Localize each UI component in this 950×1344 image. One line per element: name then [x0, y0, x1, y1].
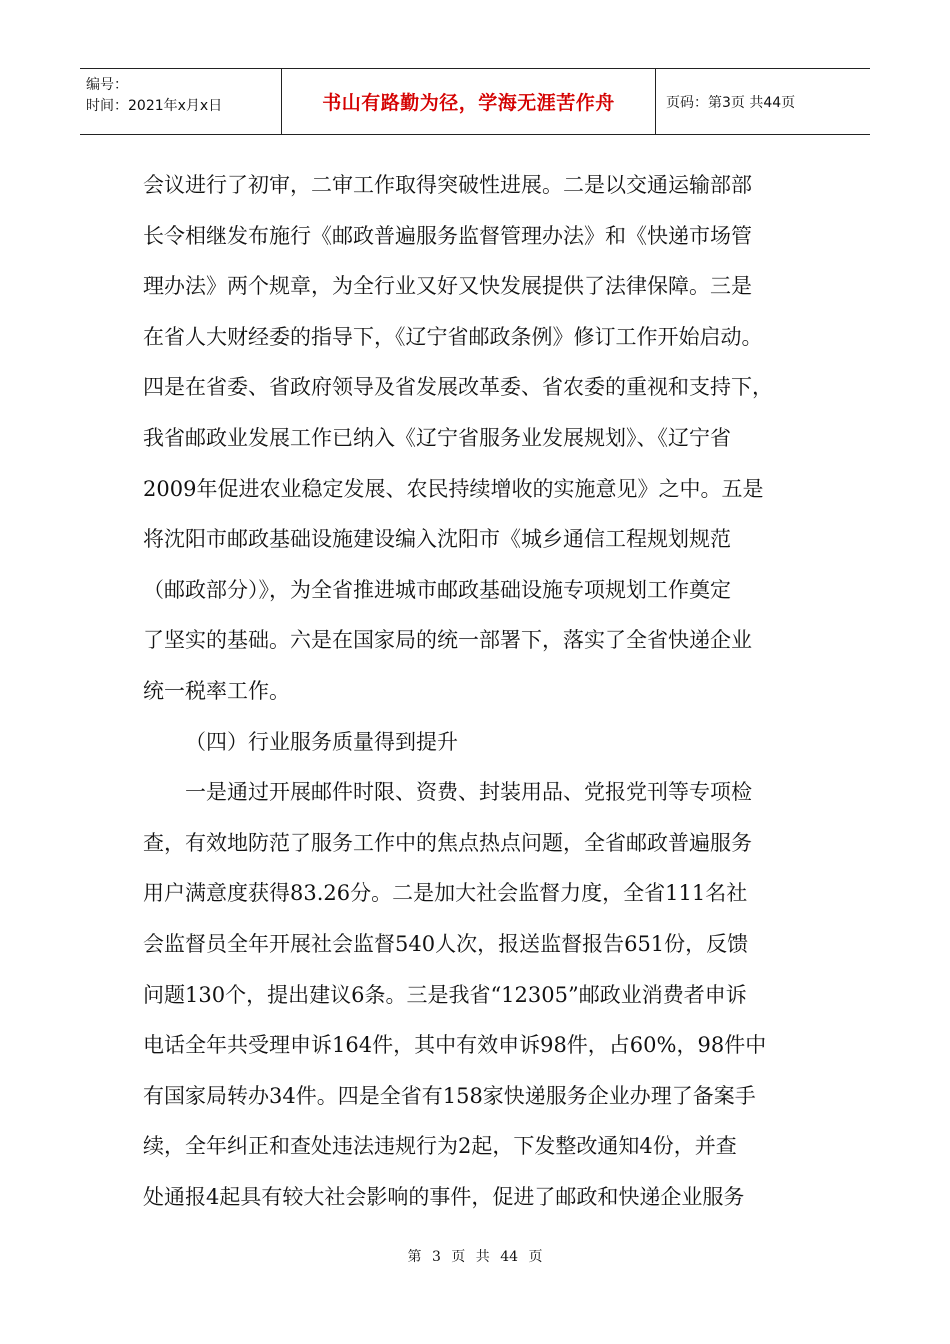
body-line: 处通报4起具有较大社会影响的事件，促进了邮政和快递企业服务	[143, 1184, 745, 1209]
page-header	[80, 68, 870, 135]
body-line: 长令相继发布施行《邮政普遍服务监督管理办法》和《快递市场管	[143, 223, 752, 248]
body-line: 在省人大财经委的指导下，《辽宁省邮政条例》修订工作开始启动。	[143, 324, 763, 349]
body-line: 了坚实的基础。六是在国家局的统一部署下，落实了全省快递企业	[143, 628, 752, 653]
header-motto: 书山有路勤为径，学海无涯苦作舟	[322, 92, 615, 114]
body-line: 统一税率工作。	[143, 678, 290, 703]
header-motto-cell	[282, 69, 656, 134]
header-page-info: 页码：第3页 共44页	[666, 94, 796, 111]
body-line: 问题130个，提出建议6条。三是我省“12305”邮政业消费者申诉	[143, 982, 747, 1007]
body-line: 查，有效地防范了服务工作中的焦点热点问题，全省邮政普遍服务	[143, 830, 752, 855]
document-number-label: 编号：	[86, 77, 128, 93]
body-line: 电话全年共受理申诉164件，其中有效申诉98件，占60%，98件中	[143, 1033, 767, 1058]
body-line: 理办法》两个规章，为全行业又好又快发展提供了法律保障。三是	[143, 274, 752, 299]
page-footer: 第 3 页 共 44 页	[407, 1249, 543, 1265]
header-page-info-cell	[656, 69, 870, 134]
document-time-label: 时间：2021年x月x日	[86, 98, 223, 114]
header-meta	[80, 69, 282, 134]
body-line: 我省邮政业发展工作已纳入《辽宁省服务业发展规划》、《辽宁省	[143, 425, 731, 450]
body-line: 一是通过开展邮件时限、资费、封装用品、党报党刊等专项检	[185, 780, 752, 805]
document-body	[143, 160, 803, 1222]
body-line: 2009年促进农业稳定发展、农民持续增收的实施意见》之中。五是	[143, 476, 764, 501]
body-line: 有国家局转办34件。四是全省有158家快递服务企业办理了备案手	[143, 1083, 756, 1108]
body-line: 会议进行了初审，二审工作取得突破性进展。二是以交通运输部部	[143, 173, 752, 197]
body-line: （邮政部分）》，为全省推进城市邮政基础设施专项规划工作奠定	[143, 577, 731, 602]
body-line: 将沈阳市邮政基础设施建设编入沈阳市《城乡通信工程规划规范	[143, 527, 731, 552]
body-line: 会监督员全年开展社会监督540人次，报送监督报告651份，反馈	[143, 931, 749, 956]
section-heading: （四）行业服务质量得到提升	[185, 729, 458, 754]
body-line: 续，全年纠正和查处违法违规行为2起，下发整改通知4份，并查	[143, 1134, 737, 1159]
body-line: 用户满意度获得83.26分。二是加大社会监督力度，全省111名社	[143, 881, 748, 906]
body-line: 四是在省委、省政府领导及省发展改革委、省农委的重视和支持下，	[143, 375, 773, 400]
